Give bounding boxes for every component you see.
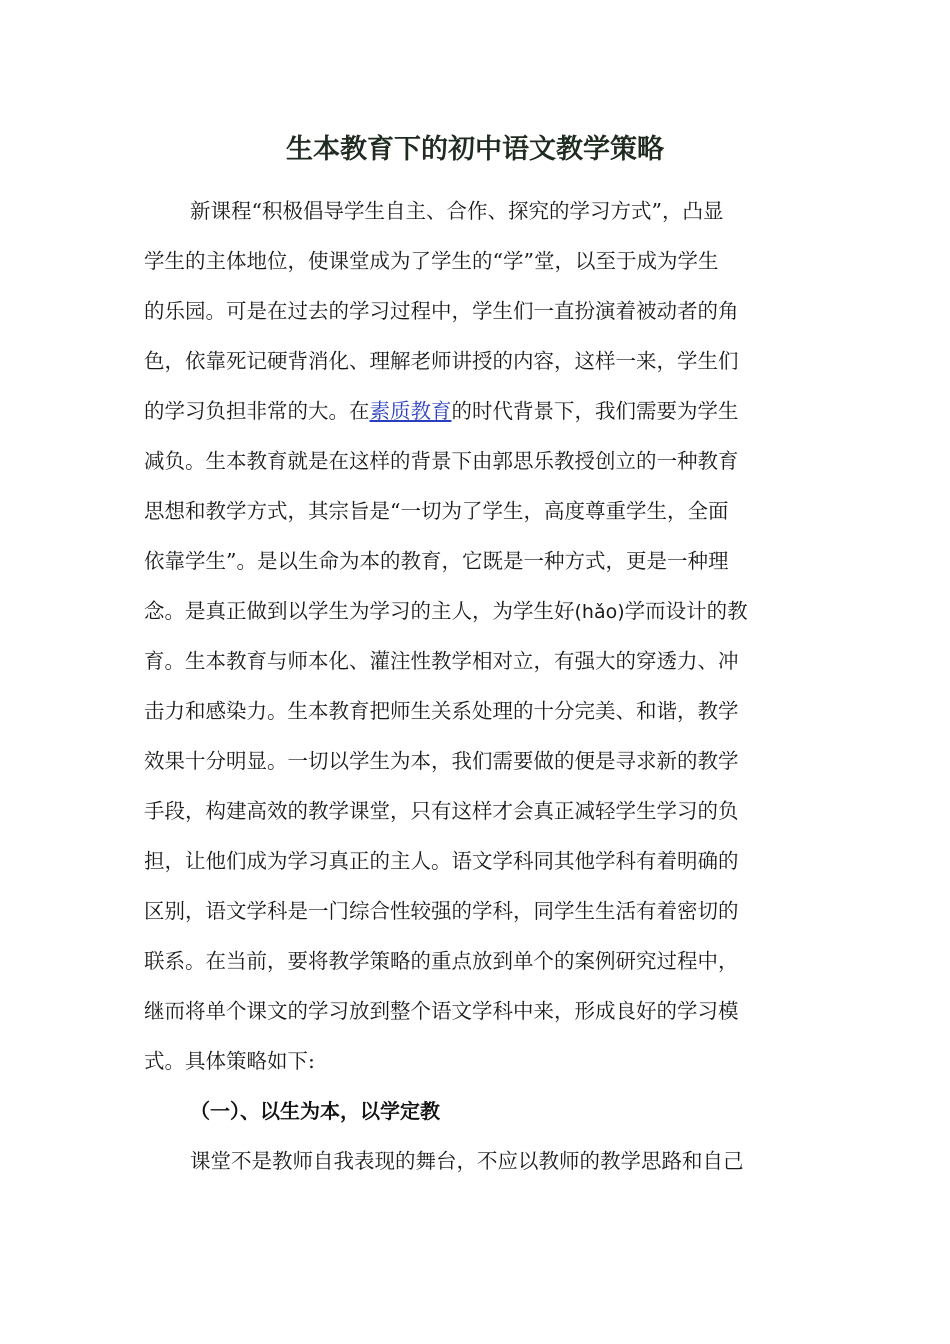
body-text — [144, 186, 824, 1186]
line-text-after-phonetic: 学而设计的教 — [624, 599, 748, 623]
paragraph-line: 思想和教学方式，其宗旨是“一切为了学生，高度尊重学生，全面 — [144, 499, 729, 523]
paragraph-line-with-phonetic — [144, 586, 824, 636]
paragraph-line: 课堂不是教师自我表现的舞台，不应以教师的教学思路和自己 — [190, 1149, 744, 1173]
paragraph-line: 区别，语文学科是一门综合性较强的学科，同学生生活有着密切的 — [144, 899, 739, 923]
paragraph-line: 式。具体策略如下: — [144, 1049, 315, 1073]
document-title: 生本教育下的初中语文教学策略 — [286, 134, 664, 165]
paragraph-line: 手段，构建高效的教学课堂，只有这样才会真正减轻学生学习的负 — [144, 799, 739, 823]
paragraph-line: 担，让他们成为学习真正的主人。语文学科同其他学科有着明确的 — [144, 849, 739, 873]
paragraph-line: 依靠学生”。是以生命为本的教育，它既是一种方式，更是一种理 — [144, 549, 729, 573]
section-heading: （一）、以生为本，以学定教 — [190, 1099, 440, 1123]
paragraph-line: 色，依靠死记硬背消化、理解老师讲授的内容，这样一来，学生们 — [144, 349, 739, 373]
paragraph-line: 的乐园。可是在过去的学习过程中，学生们一直扮演着被动者的角 — [144, 299, 739, 323]
paragraph-line: 育。生本教育与师本化、灌注性教学相对立，有强大的穿透力、冲 — [144, 649, 739, 673]
paragraph-line-with-link — [144, 386, 824, 436]
line-text-after-link: 的时代背景下，我们需要为学生 — [451, 399, 739, 423]
paragraph-line: 效果十分明显。一切以学生为本，我们需要做的便是寻求新的教学 — [144, 749, 739, 773]
line-text-before-link: 的学习负担非常的大。在 — [144, 399, 370, 423]
paragraph-line: 学生的主体地位，使课堂成为了学生的“学”堂，以至于成为学生 — [144, 249, 719, 273]
line-text-before-phonetic: 念。是真正做到以学生为学习的主人，为学生好 — [144, 599, 575, 623]
paragraph-line: 联系。在当前，要将教学策略的重点放到单个的案例研究过程中， — [144, 949, 739, 973]
paragraph-line: 新课程“积极倡导学生自主、合作、探究的学习方式”，凸显 — [190, 199, 724, 223]
paragraph-line: 继而将单个课文的学习放到整个语文学科中来，形成良好的学习模 — [144, 999, 739, 1023]
phonetic-annotation: (hǎo) — [574, 601, 625, 623]
paragraph-line: 击力和感染力。生本教育把师生关系处理的十分完美、和谐，教学 — [144, 699, 739, 723]
paragraph-line: 减负。生本教育就是在这样的背景下由郭思乐教授创立的一种教育 — [144, 449, 739, 473]
quality-education-link[interactable]: 素质教育 — [369, 399, 452, 423]
